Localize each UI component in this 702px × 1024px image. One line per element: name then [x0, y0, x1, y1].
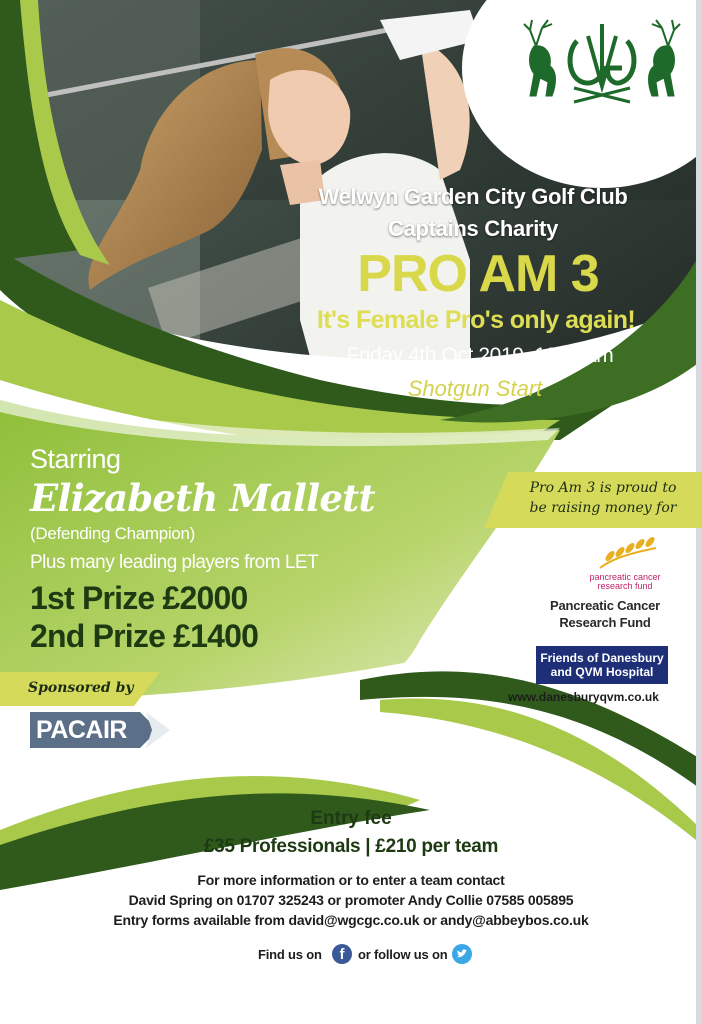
pcrf-logo-line-1: pancreatic cancer: [589, 572, 661, 582]
first-prize: 1st Prize £2000: [30, 580, 248, 616]
event-start: Shotgun Start: [407, 376, 543, 401]
sponsored-label: Sponsored by: [28, 680, 134, 696]
entry-info-1: For more information or to enter a team contact: [197, 872, 505, 888]
friends-danesbury-box: [536, 646, 668, 684]
charity-banner-line-2: be raising money for: [529, 500, 677, 516]
pcrf-name-line-1: Pancreatic Cancer: [549, 598, 661, 613]
event-tagline: It's Female Pro's only again!: [316, 306, 636, 334]
social-row: [0, 944, 702, 966]
club-name: Welwyn Garden City Golf Club: [318, 184, 628, 209]
event-title: PRO AM 3: [357, 245, 599, 303]
charity-website[interactable]: www.danesburyqvm.co.uk: [508, 690, 659, 704]
wheat-icon: [596, 536, 660, 572]
entry-fees: £35 Professionals | £210 per team: [203, 836, 499, 857]
star-plus: Plus many leading players from LET: [30, 552, 319, 573]
entry-heading: Entry fee: [310, 808, 392, 829]
club-subtitle: Captains Charity: [387, 216, 559, 241]
sponsor-desc-2: of Air Conditioning products: [30, 770, 177, 784]
second-prize: 2nd Prize £1400: [30, 618, 259, 654]
pacair-logo-text: PACAIR: [36, 716, 127, 744]
star-note: (Defending Champion): [30, 524, 196, 543]
twitter-icon[interactable]: [452, 944, 472, 964]
event-datetime: Friday 4th Oct 2019, 10.30am: [346, 344, 614, 367]
entry-info-2: David Spring on 01707 325243 or promoter Andy Collie 07585 005895: [128, 892, 574, 908]
follow-us-label: or follow us on: [358, 947, 448, 962]
find-us-label: Find us on: [258, 947, 322, 962]
club-crest-logo: [522, 16, 682, 108]
sponsor-desc-1: Bespoke design and distribution: [30, 756, 201, 770]
pcrf-name-line-2: Research Fund: [559, 615, 651, 630]
friends-box-line-1: Friends of Danesbury: [540, 651, 664, 665]
charity-banner-line-1: Pro Am 3 is proud to: [529, 480, 677, 496]
starring-label: Starring: [30, 444, 121, 474]
star-name: Elizabeth Mallett: [30, 476, 375, 520]
facebook-icon[interactable]: f: [332, 944, 352, 964]
friends-box-line-2: and QVM Hospital: [550, 665, 654, 679]
pcrf-logo-line-2: research fund: [597, 581, 653, 591]
pacair-logo: [30, 710, 170, 750]
entry-info-3: Entry forms available from david@wgcgc.co.uk or andy@abbeybos.co.uk: [113, 912, 589, 928]
